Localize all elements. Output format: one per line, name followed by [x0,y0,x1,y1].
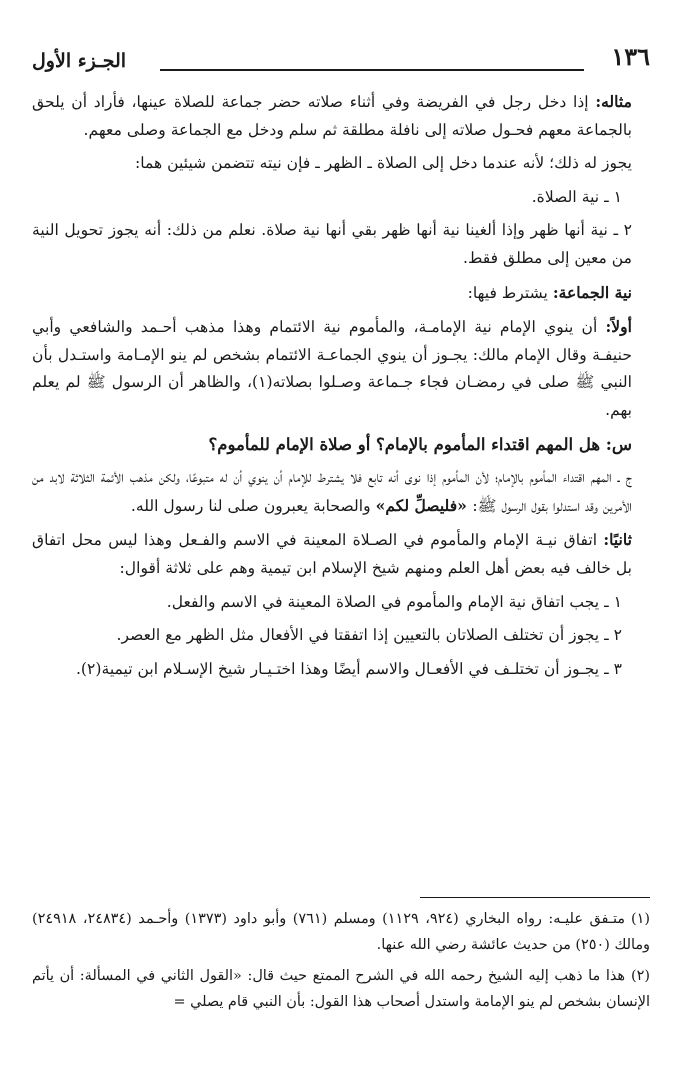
paragraph-ruling: يجوز له ذلك؛ لأنه عندما دخل إلى الصلاة ـ الظهر ـ فإن نيته تتضمن شيئين هما: [134,154,632,173]
running-title: الجـزء الأول [32,50,127,72]
list-item: ٣ ـ يجـوز أن تختلـف في الأفعـال والاسم أيضًا وهذا اختـيـار شيخ الإسـلام ابن تيمية(٢). [75,659,622,678]
first-text: أن ينوي الإمام نية الإمامـة، والمأموم نية الائتمام وهذا مذهب أحـمد والشافعي وأبي حنيفـة وقال الإمام مالك: يجـوز أن ينوي الجماعـة الائتمام بشخص لم ينو الإمـامة واستـدل بأن النبي ﷺ صلى في رمضـان فجاء جـماعة وصـلوا بصلاته(١)، والظاهر أن الرسول ﷺ لم يعلم بهم. [32,318,632,419]
second-text: اتفاق نيـة الإمام والمأموم في الصـلاة المعينة في الاسم والفـعل وهذا ليس محل اتفاق بل خالف فيه بعض أهل العلم ومنهم شيخ الإسلام ابن تيمية وهم على ثلاثة أقوال: [32,531,632,577]
answer-text: ج ـ المهم اقتداء المأموم بالإمام؛ لأن المأموم إذا نوى أنه تابع فلا يشترط للإمام أن ينوي أن له متبوعًا، ولكن مذهب الأئمة الثلاثة لابد من الأمرين وقد استدلوا بقول الرسول ﷺ: [32,468,632,515]
first-label: أولاً: [605,317,632,337]
list-item: ١ ـ يجب اتفاق نية الإمام والمأموم في الصلاة المعينة في الاسم والفعل. [166,592,622,611]
answer-tail: والصحابة يعبرون صلى لنا رسول الله. [130,496,376,515]
example-label: مثاله: [595,92,632,111]
list-item: ١ ـ نية الصلاة. [531,187,622,206]
section-text: يشترط فيها: [467,283,553,302]
section-label: نية الجماعة: [552,282,632,302]
header-rule [160,69,584,71]
footnote-2 [32,963,650,1015]
footnote-marker: (١) [631,911,650,927]
hadith-quote: «فليصلِّ لكم» [375,495,473,515]
paragraph-first [32,313,650,424]
footnotes [32,906,650,1020]
list-item: ٢ ـ يجوز أن تختلف الصلاتان بالتعيين إذا اتفقتا في الأفعال مثل الظهر مع العصر. [116,626,622,645]
second-label: ثانيًا: [603,530,632,550]
footnote-1 [32,906,650,958]
footnote-rule [420,897,650,898]
example-text: إذا دخل رجل في الفريضة وفي أثناء صلاته حضر جماعة للصلاة عينها، فأراد أن يلحق بالجماعة معهم فحـول صلاته إلى نافلة مطلقة ثم سلم ودخل مع الجماعة وصلى معهم. [32,93,632,139]
page-number: ١٣٦ [611,42,650,71]
paragraph-answer [32,464,650,520]
footnote-marker: (٢) [631,968,650,984]
footnote-text: متـفق عليـه: رواه البخاري (٩٢٤، ١١٢٩) ومسلم (٧٦١) وأبو داود (١٣٧٣) وأحـمد (٢٤٨٣٤، ٢٤٩١٨) ومالك (٢٥٠) من حديث عائشة رضي الله عنها. [32,911,650,953]
footnote-text: هذا ما ذهب إليه الشيخ رحمه الله في الشرح الممتع حيث قال: «القول الثاني في المسألة: أن يأتم الإنسان بشخص لم ينو الإمامة واستدل أصحاب هذا القول: بأن النبي قام يصلي = [32,968,650,1010]
main-text [32,88,650,689]
paragraph-congregation-intent [32,279,650,308]
page-header [32,42,650,82]
paragraph-example [32,88,650,144]
question-heading: س: هل المهم اقتداء المأموم بالإمام؟ أو صلاة الإمام للمأموم؟ [208,434,632,454]
list-item: ٢ ـ نية أنها ظهر وإذا ألغينا نية أنها ظهر بقي أنها نية صلاة. نعلم من ذلك: أنه يجوز تحويل النية من معين إلى مطلق فقط. [32,221,632,267]
paragraph-second [32,526,650,582]
